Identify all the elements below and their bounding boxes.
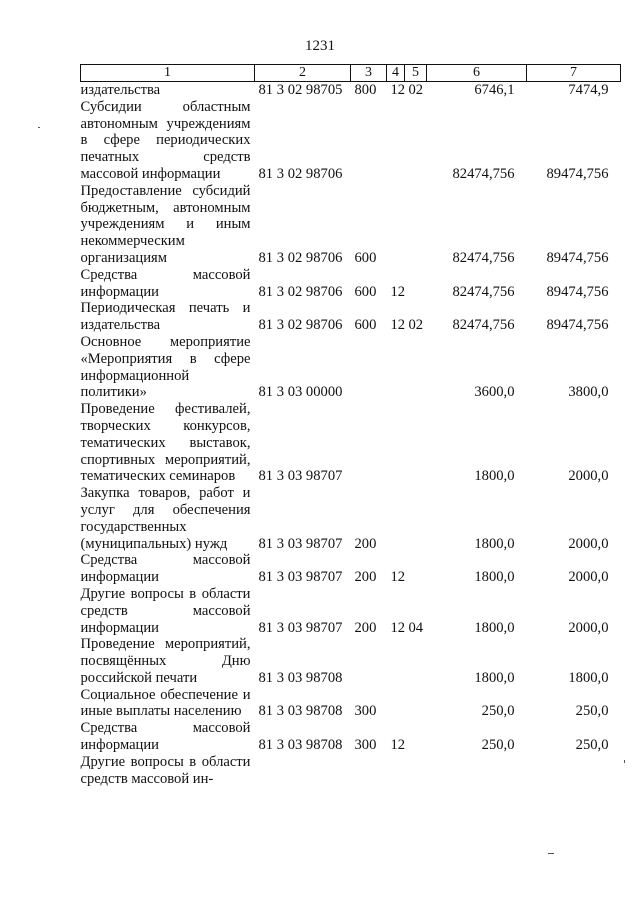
row-col-3: 300 [354, 703, 377, 720]
row-col-3: 600 [354, 249, 377, 266]
row-col-4 [387, 401, 405, 485]
row-col-3 [351, 401, 387, 485]
row-code: 81 3 03 98707 [258, 535, 343, 552]
row-col-3 [351, 754, 387, 788]
row-value-6: 1800,0 [474, 468, 515, 485]
row-code: 81 3 03 98707 [258, 569, 343, 586]
row-value-7: 2000,0 [568, 619, 609, 636]
row-value-7: 7474,9 [568, 82, 609, 98]
row-col-3: 200 [354, 569, 377, 586]
row-value-6: 1800,0 [474, 569, 515, 586]
scan-speck [624, 760, 625, 763]
row-value-6: 250,0 [481, 737, 515, 754]
row-name: Закупка товаров, работ и услуг для обеспечения государственных (муниципальных) нужд [80, 485, 251, 552]
row-value-6: 6746,1 [474, 82, 515, 98]
table-row [81, 82, 621, 99]
row-code: 81 3 03 98707 [258, 468, 343, 485]
row-value-7: 89474,756 [546, 283, 609, 300]
row-value-6: 82474,756 [452, 249, 515, 266]
row-name: издательства [80, 82, 161, 98]
table-row [81, 99, 621, 183]
row-name: Средства массовой информации [80, 266, 251, 300]
table-row [81, 267, 621, 301]
row-name: Периодическая печать и издательства [80, 300, 251, 334]
row-col-5 [405, 99, 427, 183]
row-col-5: 02 [408, 82, 424, 98]
budget-table [80, 64, 621, 787]
row-col-5 [405, 636, 427, 686]
header-col-5: 5 [405, 65, 427, 82]
page-number: 1231 [305, 38, 335, 54]
row-value-7: 89474,756 [546, 249, 609, 266]
table-row [81, 300, 621, 334]
row-name: Предоставление субсидий бюджетным, автономным учреждениям и иным некоммерческим организациям [80, 182, 251, 266]
row-col-5: 02 [408, 317, 424, 334]
header-col-2: 2 [255, 65, 351, 82]
row-name: Социальное обеспечение и иные выплаты населению [80, 686, 251, 720]
row-code [255, 754, 351, 788]
budget-table-container [80, 64, 620, 787]
row-code: 81 3 03 00000 [258, 384, 343, 401]
row-code: 81 3 02 98706 [258, 249, 343, 266]
row-value-7: 2000,0 [568, 569, 609, 586]
row-value-6: 3600,0 [474, 384, 515, 401]
row-value-7: 2000,0 [568, 468, 609, 485]
row-name: Основное мероприятие «Мероприятия в сфере информационной политики» [80, 333, 251, 401]
row-col-4 [387, 183, 405, 267]
row-col-3 [351, 636, 387, 686]
row-value-6: 82474,756 [452, 283, 515, 300]
header-col-3: 3 [351, 65, 387, 82]
header-col-6: 6 [427, 65, 527, 82]
row-col-5 [405, 485, 427, 552]
row-value-6: 1800,0 [474, 619, 515, 636]
row-name: Средства массовой информации [80, 552, 251, 586]
header-col-1: 1 [81, 65, 255, 82]
row-col-3: 200 [354, 619, 377, 636]
row-col-5: 04 [408, 619, 424, 636]
row-name: Другие вопросы в области средств массовой ин- [80, 753, 251, 787]
row-col-4: 12 [390, 737, 406, 754]
row-col-3 [351, 99, 387, 183]
row-value-7: 89474,756 [546, 165, 609, 182]
row-col-4: 12 [390, 569, 406, 586]
row-code: 81 3 02 98705 [258, 82, 343, 98]
row-col-3 [351, 334, 387, 401]
row-code: 81 3 03 98708 [258, 737, 343, 754]
table-row [81, 720, 621, 754]
row-col-4 [387, 334, 405, 401]
row-value-7: 89474,756 [546, 317, 609, 334]
row-col-3: 300 [354, 737, 377, 754]
row-value-7: 2000,0 [568, 535, 609, 552]
row-col-5 [405, 267, 427, 301]
row-col-4 [387, 99, 405, 183]
row-value-6 [427, 754, 527, 788]
row-col-4 [387, 485, 405, 552]
row-col-4: 12 [390, 82, 406, 98]
row-col-5 [405, 552, 427, 586]
table-row [81, 687, 621, 721]
header-col-7: 7 [527, 65, 621, 82]
row-code: 81 3 02 98706 [258, 317, 343, 334]
table-row [81, 183, 621, 267]
row-col-5 [405, 754, 427, 788]
row-col-3: 600 [354, 317, 377, 334]
table-row [81, 334, 621, 401]
row-value-6: 82474,756 [452, 317, 515, 334]
header-row [81, 65, 621, 82]
row-col-3: 800 [354, 82, 377, 98]
row-col-5 [405, 687, 427, 721]
row-value-6: 82474,756 [452, 165, 515, 182]
row-name: Средства массовой информации [80, 720, 251, 754]
row-code: 81 3 03 98708 [258, 669, 343, 686]
row-value-6: 250,0 [481, 703, 515, 720]
row-col-4: 12 [390, 619, 406, 636]
row-name: Другие вопросы в области средств массовой информации [80, 585, 251, 636]
row-code: 81 3 02 98706 [258, 283, 343, 300]
row-name: Проведение фестивалей, творческих конкурсов, тематических выставок, спортивных мероприятий, тематических семинаров [80, 401, 251, 485]
row-col-5 [405, 720, 427, 754]
row-col-3: 600 [354, 283, 377, 300]
header-col-4: 4 [387, 65, 405, 82]
row-code: 81 3 02 98706 [258, 165, 343, 182]
table-row [81, 636, 621, 686]
row-value-6: 1800,0 [474, 669, 515, 686]
table-row [81, 754, 621, 788]
row-col-4: 12 [390, 283, 406, 300]
scan-speck [548, 853, 554, 854]
row-col-4: 12 [390, 317, 406, 334]
row-name: Проведение мероприятий, посвящённых Дню российской печати [80, 636, 251, 686]
row-value-7 [527, 754, 621, 788]
row-col-4 [387, 754, 405, 788]
row-col-4 [387, 636, 405, 686]
scan-speck [38, 127, 40, 128]
row-col-3: 200 [354, 535, 377, 552]
row-code: 81 3 03 98707 [258, 619, 343, 636]
table-row [81, 552, 621, 586]
row-value-7: 1800,0 [568, 669, 609, 686]
row-value-7: 250,0 [575, 703, 609, 720]
row-col-4 [387, 687, 405, 721]
row-col-5 [405, 183, 427, 267]
row-name: Субсидии областным автономным учреждениям в сфере периодических печатных средств массовой информации [80, 98, 251, 182]
table-row [81, 401, 621, 485]
row-col-5 [405, 334, 427, 401]
table-row [81, 485, 621, 552]
row-code: 81 3 03 98708 [258, 703, 343, 720]
row-col-5 [405, 401, 427, 485]
row-value-7: 3800,0 [568, 384, 609, 401]
table-row [81, 586, 621, 636]
row-value-6: 1800,0 [474, 535, 515, 552]
row-value-7: 250,0 [575, 737, 609, 754]
